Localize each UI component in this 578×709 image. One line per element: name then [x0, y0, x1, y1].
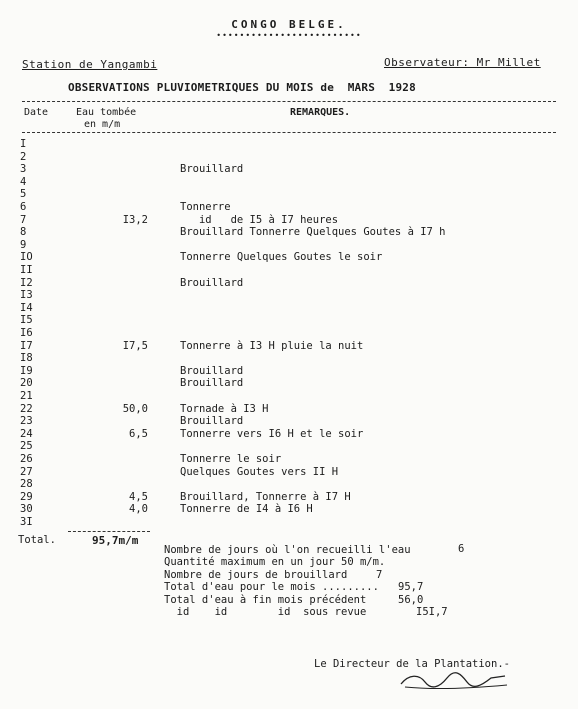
table-row [0, 377, 578, 389]
table-row [0, 151, 578, 163]
table-row [0, 503, 578, 515]
table-row [0, 201, 578, 213]
table-row [0, 314, 578, 326]
row-date: 23 [20, 415, 33, 428]
row-date: 30 [20, 503, 33, 516]
table-row [0, 251, 578, 263]
header-rule-bottom [22, 132, 556, 133]
table-row [0, 390, 578, 402]
table-row [0, 327, 578, 339]
title-underline-dots: ••••••••••••••••••••••••• [216, 31, 362, 40]
summary-text: id id id sous revue [164, 606, 367, 618]
table-row [0, 188, 578, 200]
row-date: 21 [20, 390, 33, 402]
row-date: I9 [20, 364, 33, 377]
row-date: 26 [20, 453, 33, 465]
director-signature-line: Le Directeur de la Plantation.- [314, 658, 510, 670]
row-date: I6 [20, 327, 33, 339]
row-remark: Brouillard [180, 415, 244, 428]
summary-text: Total d'eau pour le mois ......... [164, 581, 379, 594]
station-name: Station de Yangambi [22, 58, 158, 71]
summary-text: Nombre de jours où l'on recueilli l'eau [164, 544, 411, 556]
signature-mark [395, 668, 515, 692]
table-row [0, 340, 578, 352]
row-date: 2 [20, 150, 27, 163]
row-remark: Tonnerre [180, 201, 231, 213]
row-remark: Tornade à I3 H [180, 402, 269, 415]
summary-value: I5I,7 [416, 606, 448, 618]
row-remark: Brouillard Tonnerre Quelques Goutes à I7 h [180, 226, 446, 239]
summary-text: Total d'eau à fin mois précédent [164, 593, 367, 606]
row-date: 28 [20, 478, 33, 491]
column-header-date: Date [24, 107, 49, 118]
observer-name: Observateur: Mr Millet [384, 56, 541, 69]
row-date: 5 [20, 188, 27, 201]
row-date: 3 [20, 163, 27, 176]
row-date: 27 [20, 465, 33, 478]
row-rainfall: 50,0 [122, 402, 148, 415]
table-row [0, 365, 578, 377]
row-date: 9 [20, 238, 27, 251]
column-header-rain-1: Eau tombée [76, 107, 137, 118]
row-remark: Brouillard [180, 364, 244, 377]
row-remark: Brouillard [180, 377, 244, 390]
table-row [0, 491, 578, 503]
row-date: I8 [20, 352, 33, 365]
table-row [0, 428, 578, 440]
row-rainfall: I3,2 [122, 213, 148, 226]
row-remark: Tonnerre vers I6 H et le soir [180, 427, 364, 440]
row-date: II [20, 264, 33, 276]
table-row [0, 226, 578, 238]
row-date: I3 [20, 289, 33, 302]
row-remark: Tonnerre de I4 à I6 H [180, 503, 313, 516]
row-remark: Tonnerre à I3 H pluie la nuit [180, 339, 364, 352]
table-row [0, 516, 578, 528]
row-date: 8 [20, 226, 27, 239]
row-date: 24 [20, 427, 33, 440]
row-date: 4 [20, 175, 27, 188]
row-rainfall: 4,0 [129, 503, 148, 516]
row-rainfall: I7,5 [122, 339, 148, 352]
row-remark: Tonnerre le soir [180, 453, 282, 465]
column-header-remarks: REMARQUES. [290, 107, 351, 118]
summary-value: 6 [458, 543, 465, 555]
row-date: 29 [20, 490, 33, 503]
country-title: CONGO BELGE. [231, 18, 347, 31]
row-remark: Brouillard [180, 276, 244, 289]
row-remark: Brouillard [180, 163, 244, 176]
row-date: 22 [20, 402, 33, 415]
row-date: 25 [20, 440, 33, 453]
row-date: I4 [20, 301, 33, 314]
table-row [0, 176, 578, 188]
row-date: 20 [20, 377, 33, 390]
table-row [0, 277, 578, 289]
summary-text: Quantité maximum en un jour 50 m/m. [164, 556, 386, 569]
summary-value: 95,7 [398, 581, 424, 594]
table-row [0, 466, 578, 478]
row-remark: Brouillard, Tonnerre à I7 H [180, 490, 351, 503]
row-date: 3I [20, 516, 33, 528]
row-date: 7 [20, 213, 27, 226]
table-row [0, 478, 578, 490]
table-row [0, 440, 578, 452]
table-row [0, 302, 578, 314]
table-row [0, 163, 578, 175]
table-row [0, 289, 578, 301]
row-date: 6 [20, 201, 27, 213]
table-row [0, 352, 578, 364]
summary-value: 56,0 [398, 593, 424, 606]
document-title: OBSERVATIONS PLUVIOMETRIQUES DU MOIS de MARS 1928 [68, 81, 416, 94]
table-row [0, 214, 578, 226]
row-rainfall: 6,5 [129, 427, 148, 440]
table-row [0, 138, 578, 150]
summary-text: Nombre de jours de brouillard [164, 568, 348, 581]
column-header-rain-2: en m/m [84, 119, 121, 130]
row-remark: Quelques Goutes vers II H [180, 465, 339, 478]
total-label: Total. [18, 534, 56, 546]
row-remark: Tonnerre Quelques Goutes le soir [180, 251, 383, 264]
table-row [0, 403, 578, 415]
total-value: 95,7m/m [92, 534, 139, 547]
header-rule-top [22, 101, 556, 102]
total-rule [68, 531, 150, 532]
row-date: I7 [20, 339, 33, 352]
row-date: I2 [20, 276, 33, 289]
row-rainfall: 4,5 [129, 490, 148, 503]
table-row [0, 239, 578, 251]
summary-value: 7 [376, 568, 383, 581]
row-date: I [20, 138, 27, 150]
row-date: IO [20, 251, 33, 264]
row-remark: id de I5 à I7 heures [180, 213, 339, 226]
table-row [0, 453, 578, 465]
row-date: I5 [20, 314, 33, 327]
table-row [0, 264, 578, 276]
table-row [0, 415, 578, 427]
